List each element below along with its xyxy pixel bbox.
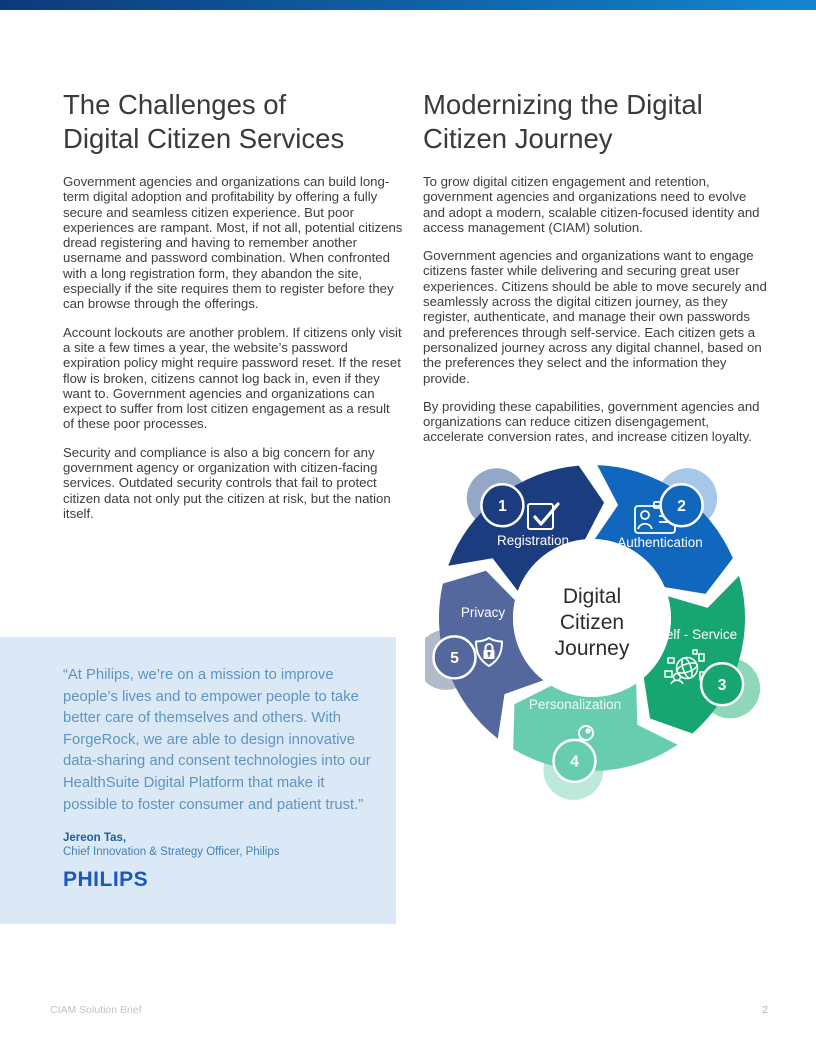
segment-label-privacy: Privacy	[460, 605, 506, 620]
segment-label-authentication: Authentication	[617, 535, 703, 550]
right-column-heading	[423, 88, 773, 156]
footer-document-title: CIAM Solution Brief	[50, 1004, 142, 1016]
svg-text:2: 2	[677, 497, 686, 515]
heading-line: Digital Citizen Services	[63, 123, 345, 154]
heading-line: The Challenges of	[63, 89, 287, 120]
svg-text:5: 5	[450, 649, 459, 667]
step-badge-2	[661, 484, 703, 526]
quote-attribution-title: Chief Innovation & Strategy Officer, Philips	[63, 846, 280, 858]
paragraph: Security and compliance is also a big concern for any government agency or organization with citizen-facing services. Outdated security controls that fail to protect citizen data not only put the citizen at risk, but the nation itself.	[63, 444, 391, 521]
quote-attribution	[63, 831, 279, 859]
footer-page-number: 2	[762, 1004, 768, 1016]
paragraph: To grow digital citizen engagement and retention, government agencies and organizations need to evolve and adopt a modern, scalable citizen-focused identity and access management (CIAM) solution.	[423, 174, 760, 235]
digital-citizen-journey-diagram	[425, 450, 770, 810]
svg-text:4: 4	[570, 753, 579, 771]
step-badge-3	[701, 663, 743, 705]
step-badge-1	[481, 484, 523, 526]
paragraph: Government agencies and organizations want to engage citizens faster while delivering and securing great user experiences. Citizens should be able to move securely and seamlessly across the digital citizen journey, as they register, authenticate, and manage their own passwords and preferences through self-service. Each citizen gets a personalized journey across any digital channel, based on the preferences they select and the information they provide.	[423, 248, 767, 386]
heading-line: Modernizing the Digital	[423, 89, 703, 120]
segment-label-registration: Registration	[496, 533, 570, 548]
segment-label-self-service: Self - Service	[656, 627, 738, 642]
philips-logo: PHILIPS	[63, 868, 149, 891]
svg-text:3: 3	[717, 676, 727, 694]
quote-box	[0, 637, 396, 924]
svg-text:1: 1	[498, 497, 507, 515]
right-column-body	[423, 174, 770, 458]
left-column-heading	[63, 88, 413, 156]
center-label: Citizen	[559, 611, 625, 634]
top-accent-bar	[0, 0, 816, 10]
segment-label-personalization: Personalization	[528, 697, 622, 712]
step-badge-5	[434, 636, 476, 678]
quote-attribution-name: Jereon Tas,	[63, 832, 127, 844]
center-label: Digital	[562, 585, 622, 608]
heading-line: Citizen Journey	[423, 123, 613, 154]
paragraph: By providing these capabilities, government agencies and organizations can reduce citizen disengagement, accelerate conversion rates, and increase citizen loyalty.	[423, 398, 760, 445]
paragraph: Government agencies and organizations can build long-term digital adoption and profitability by offering a fully secure and seamless citizen experience. But poor experiences are rampant. Most, if not all, potential citizens dread registering and having to remember another username and password combination. When confronted with a long registration form, they abandon the site, especially if the site requires them to register before they can browse through the offerings.	[63, 174, 403, 312]
journey-wheel	[425, 450, 770, 810]
center-label: Journey	[554, 637, 630, 660]
left-column-body	[63, 174, 403, 534]
quote-text: “At Philips, we’re on a mission to improve people’s lives and to empower people to take better care of themselves and others. With ForgeRock, we are able to design innovative data-sharing and consent technologies into our HealthSuite Digital Platform that make it possible to foster consumer and patient trust.”	[63, 667, 371, 813]
paragraph: Account lockouts are another problem. If citizens only visit a site a few times a year, the website’s password expiration policy might require password reset. If the reset flow is broken, citizens cannot log back in, even if they want to. Government agencies and organizations can expect to suffer from lost citizen engagement as a result of these poor processes.	[63, 324, 402, 432]
step-badge-4	[554, 740, 596, 782]
